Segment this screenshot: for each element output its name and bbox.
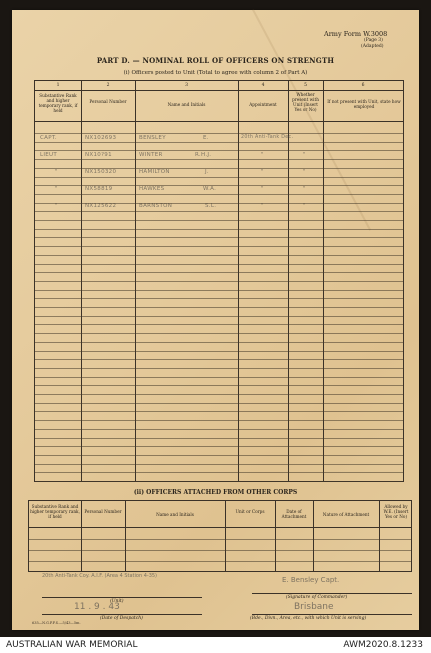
entry-number: NX102693 — [85, 135, 117, 141]
column-number: 2 — [106, 83, 110, 88]
ruled-row — [35, 394, 403, 395]
date-line — [42, 614, 202, 615]
entry-rank: LIEUT — [40, 152, 58, 158]
ruled-row — [35, 385, 403, 386]
ruled-row — [35, 290, 403, 291]
archive-reference: AWM2020.8.1233 — [343, 640, 423, 650]
entry-rank: " — [55, 186, 58, 192]
entry-number: NX150320 — [85, 169, 117, 175]
entry-name: WINTER — [139, 152, 163, 158]
ruled-row — [35, 281, 403, 282]
location-caption: (Bde., Divn., Area, etc., with which Unit is serving) — [250, 616, 367, 621]
ruled-row — [35, 237, 403, 238]
page-title: PART D. — NOMINAL ROLL OF OFFICERS ON STRENGTH — [96, 56, 335, 65]
ruled-row — [35, 307, 403, 308]
entry-initials: R.H.J. — [195, 152, 212, 158]
ruled-row — [35, 429, 403, 430]
column-header-date: Date of Attachment — [281, 509, 307, 519]
ruled-row — [35, 342, 403, 343]
ruled-row — [35, 455, 403, 456]
column-header-rank: Substantive Rank and higher temporary rank, if held — [30, 504, 80, 519]
page-subtitle: (i) Officers posted to Unit (Total to agree with column 2 of Part A) — [123, 70, 308, 76]
ruled-row — [35, 272, 403, 273]
ruled-row — [35, 246, 403, 247]
entry-name: BENSLEY — [139, 135, 166, 141]
ruled-row — [35, 368, 403, 369]
entry-appointment: " — [261, 152, 264, 158]
entry-initials: W.A. — [203, 186, 217, 192]
column-header-name: Name and Initials — [156, 512, 194, 517]
entry-rank: " — [55, 203, 58, 209]
ruled-row — [35, 203, 403, 204]
column-header-rank: Substantive Rank and higher temporary rank, if held — [38, 93, 78, 113]
entry-name: BARNSTON — [139, 203, 173, 209]
entry-appointment: " — [261, 203, 264, 209]
column-header-appointment: Appointment — [249, 102, 277, 107]
ruled-row — [29, 539, 411, 540]
column-number: 3 — [185, 83, 188, 88]
form-page-number: (Page 3) — [364, 38, 383, 43]
column-header-number: Personal Number — [84, 509, 122, 514]
unit-line — [42, 597, 202, 598]
ruled-row — [35, 438, 403, 439]
ruled-row — [35, 333, 403, 334]
column-header-name: Name and Initials — [167, 102, 206, 107]
entry-appointment: 20th Anti-Tank Dec. — [241, 135, 294, 140]
entry-initials: J. — [205, 169, 209, 175]
unit-caption: (Unit) — [110, 599, 124, 604]
archive-name: AUSTRALIAN WAR MEMORIAL — [6, 640, 138, 650]
ruled-row — [35, 159, 403, 160]
entry-name: HAWKES — [139, 186, 165, 192]
column-header-present: Whether present with Unit (Insert Yes or No) — [292, 92, 319, 112]
entry-present: " — [303, 186, 306, 192]
location-handwritten: Brisbane — [294, 602, 334, 612]
ruled-row — [35, 298, 403, 299]
ruled-row — [35, 177, 403, 178]
ruled-row — [35, 472, 403, 473]
entry-appointment: " — [261, 186, 264, 192]
column-header-allowed: Allowed by W.E. (Insert Yes or No) — [383, 504, 409, 519]
ruled-row — [35, 377, 403, 378]
ruled-row — [29, 561, 411, 562]
signature-caption: (Signature of Commander) — [286, 595, 348, 600]
ruled-row — [35, 185, 403, 186]
entry-present: " — [303, 203, 306, 209]
form-adapted-note: (Adapted) — [361, 44, 384, 49]
entry-number: NX10?91 — [85, 152, 112, 158]
section-title-attached: (ii) OFFICERS ATTACHED FROM OTHER CORPS — [133, 489, 298, 496]
ruled-row — [35, 211, 403, 212]
signature-handwritten: E. Bensley Capt. — [282, 576, 340, 584]
entry-present: " — [303, 169, 306, 175]
column-number: 6 — [361, 83, 365, 88]
column-header-unit: Unit or Corps — [235, 509, 265, 514]
date-caption: (Date of Despatch) — [100, 616, 143, 621]
entry-initials: S.L. — [205, 203, 217, 209]
entry-appointment: " — [261, 169, 264, 175]
ruled-row — [29, 550, 411, 551]
officers-posted-table — [34, 80, 404, 482]
printer-mark: 635—N.G.P.F.S.—5/43—5m. — [32, 621, 81, 625]
ruled-row — [35, 464, 403, 465]
entry-initials: E. — [203, 135, 209, 141]
header-divider — [35, 121, 403, 122]
column-header-nature: Nature of Attachment — [322, 512, 370, 517]
entry-name: HAMILTON — [139, 169, 170, 175]
location-line — [252, 614, 412, 615]
ruled-row — [35, 220, 403, 221]
ruled-row — [35, 264, 403, 265]
officers-attached-table — [28, 500, 412, 572]
ruled-row — [35, 142, 403, 143]
ruled-row — [35, 446, 403, 447]
ruled-row — [35, 411, 403, 412]
unit-handwritten: 20th Anti-Tank Coy. A.I.F. (Area 4 Station 4-35) — [42, 573, 158, 579]
ruled-row — [35, 481, 403, 482]
form-page — [12, 10, 419, 630]
column-header-employed: If not present with Unit, state how employed — [327, 99, 401, 109]
entry-rank: " — [55, 169, 58, 175]
ruled-row — [35, 194, 403, 195]
ruled-row — [35, 150, 403, 151]
ruled-row — [35, 316, 403, 317]
signature-line — [252, 593, 412, 594]
entry-number: NX58819 — [85, 186, 113, 192]
column-number: 1 — [56, 83, 60, 88]
ruled-row — [35, 359, 403, 360]
header-divider — [29, 527, 411, 528]
column-number: 5 — [304, 83, 307, 88]
header-divider — [35, 90, 403, 91]
ruled-row — [35, 403, 403, 404]
form-number: Army Form W.3008 — [324, 30, 388, 38]
ruled-row — [35, 255, 403, 256]
entry-number: NX125622 — [85, 203, 117, 209]
ruled-row — [35, 133, 403, 134]
entry-rank: CAPT. — [40, 135, 57, 141]
ruled-row — [35, 229, 403, 230]
date-handwritten: 11 . 9 . 43 — [74, 602, 120, 612]
column-header-number: Personal Number — [89, 99, 127, 104]
ruled-row — [35, 420, 403, 421]
column-number: 4 — [261, 83, 265, 88]
ruled-row — [35, 324, 403, 325]
ruled-row — [35, 351, 403, 352]
entry-present: " — [303, 152, 306, 158]
ruled-row — [35, 168, 403, 169]
